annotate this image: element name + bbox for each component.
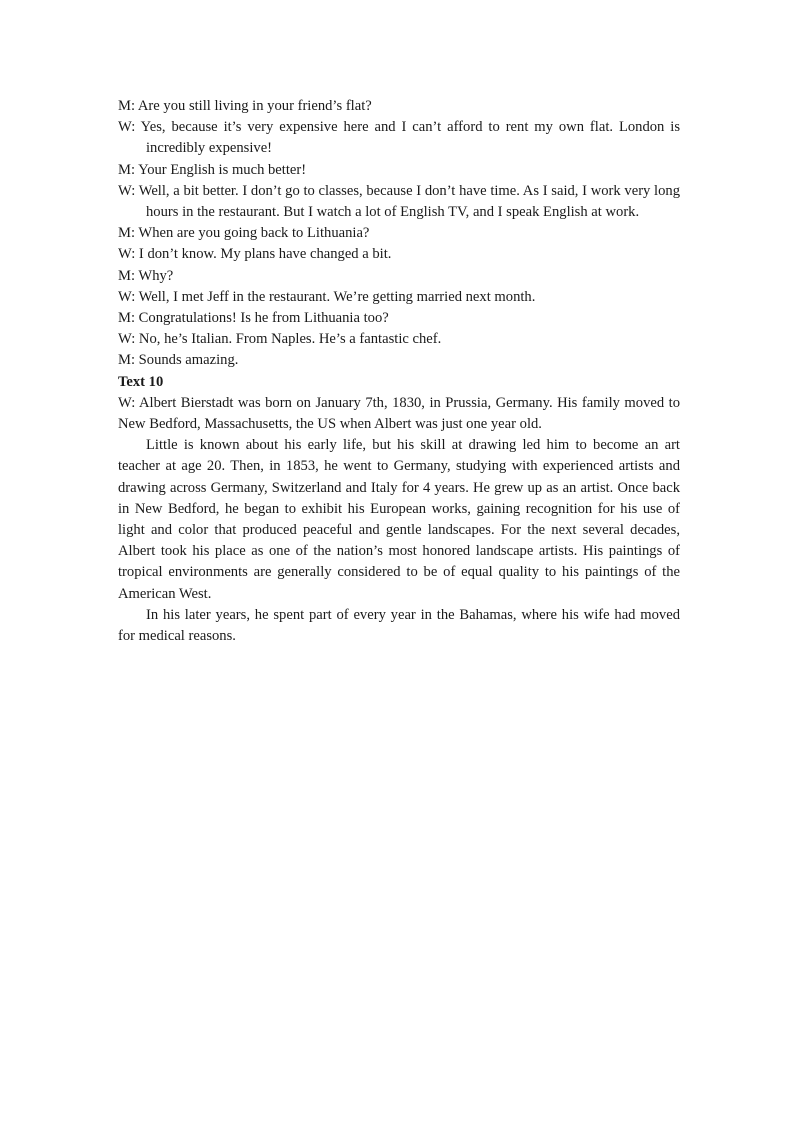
section-heading: Text 10: [118, 373, 164, 390]
text10-paragraph-later-years: In his later years, he spent part of every year in the Bahamas, where his wife had moved for medical reasons.: [118, 606, 680, 645]
document-content: [118, 96, 680, 647]
dialogue-line: M: Congratulations! Is he from Lithuania too?: [118, 310, 389, 327]
text10-paragraph-career: Little is known about his early life, but his skill at drawing led him to become an art teacher at age 20. Then, in 1853, he went to Germany, studying with experienced artists and drawing across Germany, Switzerland and Italy for 4 years. He grew up as an artist. Once back in New Bedford, he began to exhibit his European works, gaining recognition for his use of light and color that produced peaceful and gentle landscapes. For the next several decades, Albert took his place as one of the nation’s most honored landscape artists. His paintings of tropical environments are generally considered to be of equal quality to his paintings of the American West.: [118, 437, 680, 602]
dialogue-line: W: I don’t know. My plans have changed a bit.: [118, 246, 392, 263]
dialogue-line: M: Sounds amazing.: [118, 352, 239, 369]
dialogue-line: W: No, he’s Italian. From Naples. He’s a fantastic chef.: [118, 331, 442, 348]
dialogue-line: M: When are you going back to Lithuania?: [118, 225, 370, 242]
dialogue-line: W: Well, a bit better. I don’t go to classes, because I don’t have time. As I said, I work very long hours in the restaurant. But I watch a lot of English TV, and I speak English at work.: [118, 182, 680, 221]
dialogue-line: W: Yes, because it’s very expensive here and I can’t afford to rent my own flat. London is incredibly expensive!: [118, 119, 680, 157]
dialogue-line: M: Are you still living in your friend’s flat?: [118, 98, 372, 114]
dialogue-line: M: Your English is much better!: [118, 161, 307, 178]
dialogue-line: M: Why?: [118, 267, 174, 284]
dialogue-line: W: Well, I met Jeff in the restaurant. We’re getting married next month.: [118, 288, 536, 305]
text10-paragraph-intro: W: Albert Bierstadt was born on January 7th, 1830, in Prussia, Germany. His family moved to New Bedford, Massachusetts, the US when Albert was just one year old.: [118, 394, 680, 433]
